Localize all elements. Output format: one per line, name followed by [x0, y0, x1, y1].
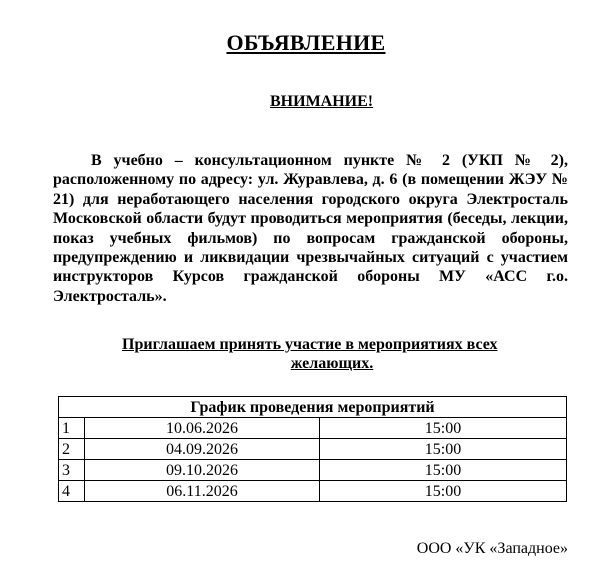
row-date: 09.10.2026	[85, 460, 320, 481]
schedule-table	[58, 396, 567, 502]
row-number: 2	[59, 439, 85, 460]
invitation-line-1: Приглашаем принять участие в мероприятиях всех	[122, 336, 498, 353]
row-time: 15:00	[320, 418, 567, 439]
schedule-caption-row	[59, 397, 567, 418]
signature: ООО «УК «Западное»	[416, 540, 568, 557]
row-time: 15:00	[320, 481, 567, 502]
row-time: 15:00	[320, 460, 567, 481]
schedule-caption: График проведения мероприятий	[59, 397, 567, 418]
row-date: 04.09.2026	[85, 439, 320, 460]
row-number: 3	[59, 460, 85, 481]
table-row	[59, 439, 567, 460]
invitation-text	[122, 335, 542, 373]
table-row	[59, 418, 567, 439]
announcement-body: В учебно – консультационном пункте № 2 (УКП № 2), расположенному по адресу: ул. Журавлева, д. 6 (в помещении ЖЭУ № 21) для неработающего населения городского округа Электросталь Московской области будут проводиться мероприятия (беседы, лекции, показ учебных фильмов) по вопросам гражданской обороны, предупреждению и ликвидации чрезвычайных ситуаций с участием инструкторов Курсов гражданской обороны МУ «АСС г.о. Электросталь».	[53, 152, 568, 305]
invitation-line-2: желающих.	[290, 355, 374, 372]
table-row	[59, 460, 567, 481]
page-title: ОБЪЯВЛЕНИЕ	[226, 30, 386, 55]
row-date: 10.06.2026	[85, 418, 320, 439]
row-number: 4	[59, 481, 85, 502]
row-time: 15:00	[320, 439, 567, 460]
attention-heading: ВНИМАНИЕ!	[270, 93, 374, 110]
row-date: 06.11.2026	[85, 481, 320, 502]
table-row	[59, 481, 567, 502]
row-number: 1	[59, 418, 85, 439]
